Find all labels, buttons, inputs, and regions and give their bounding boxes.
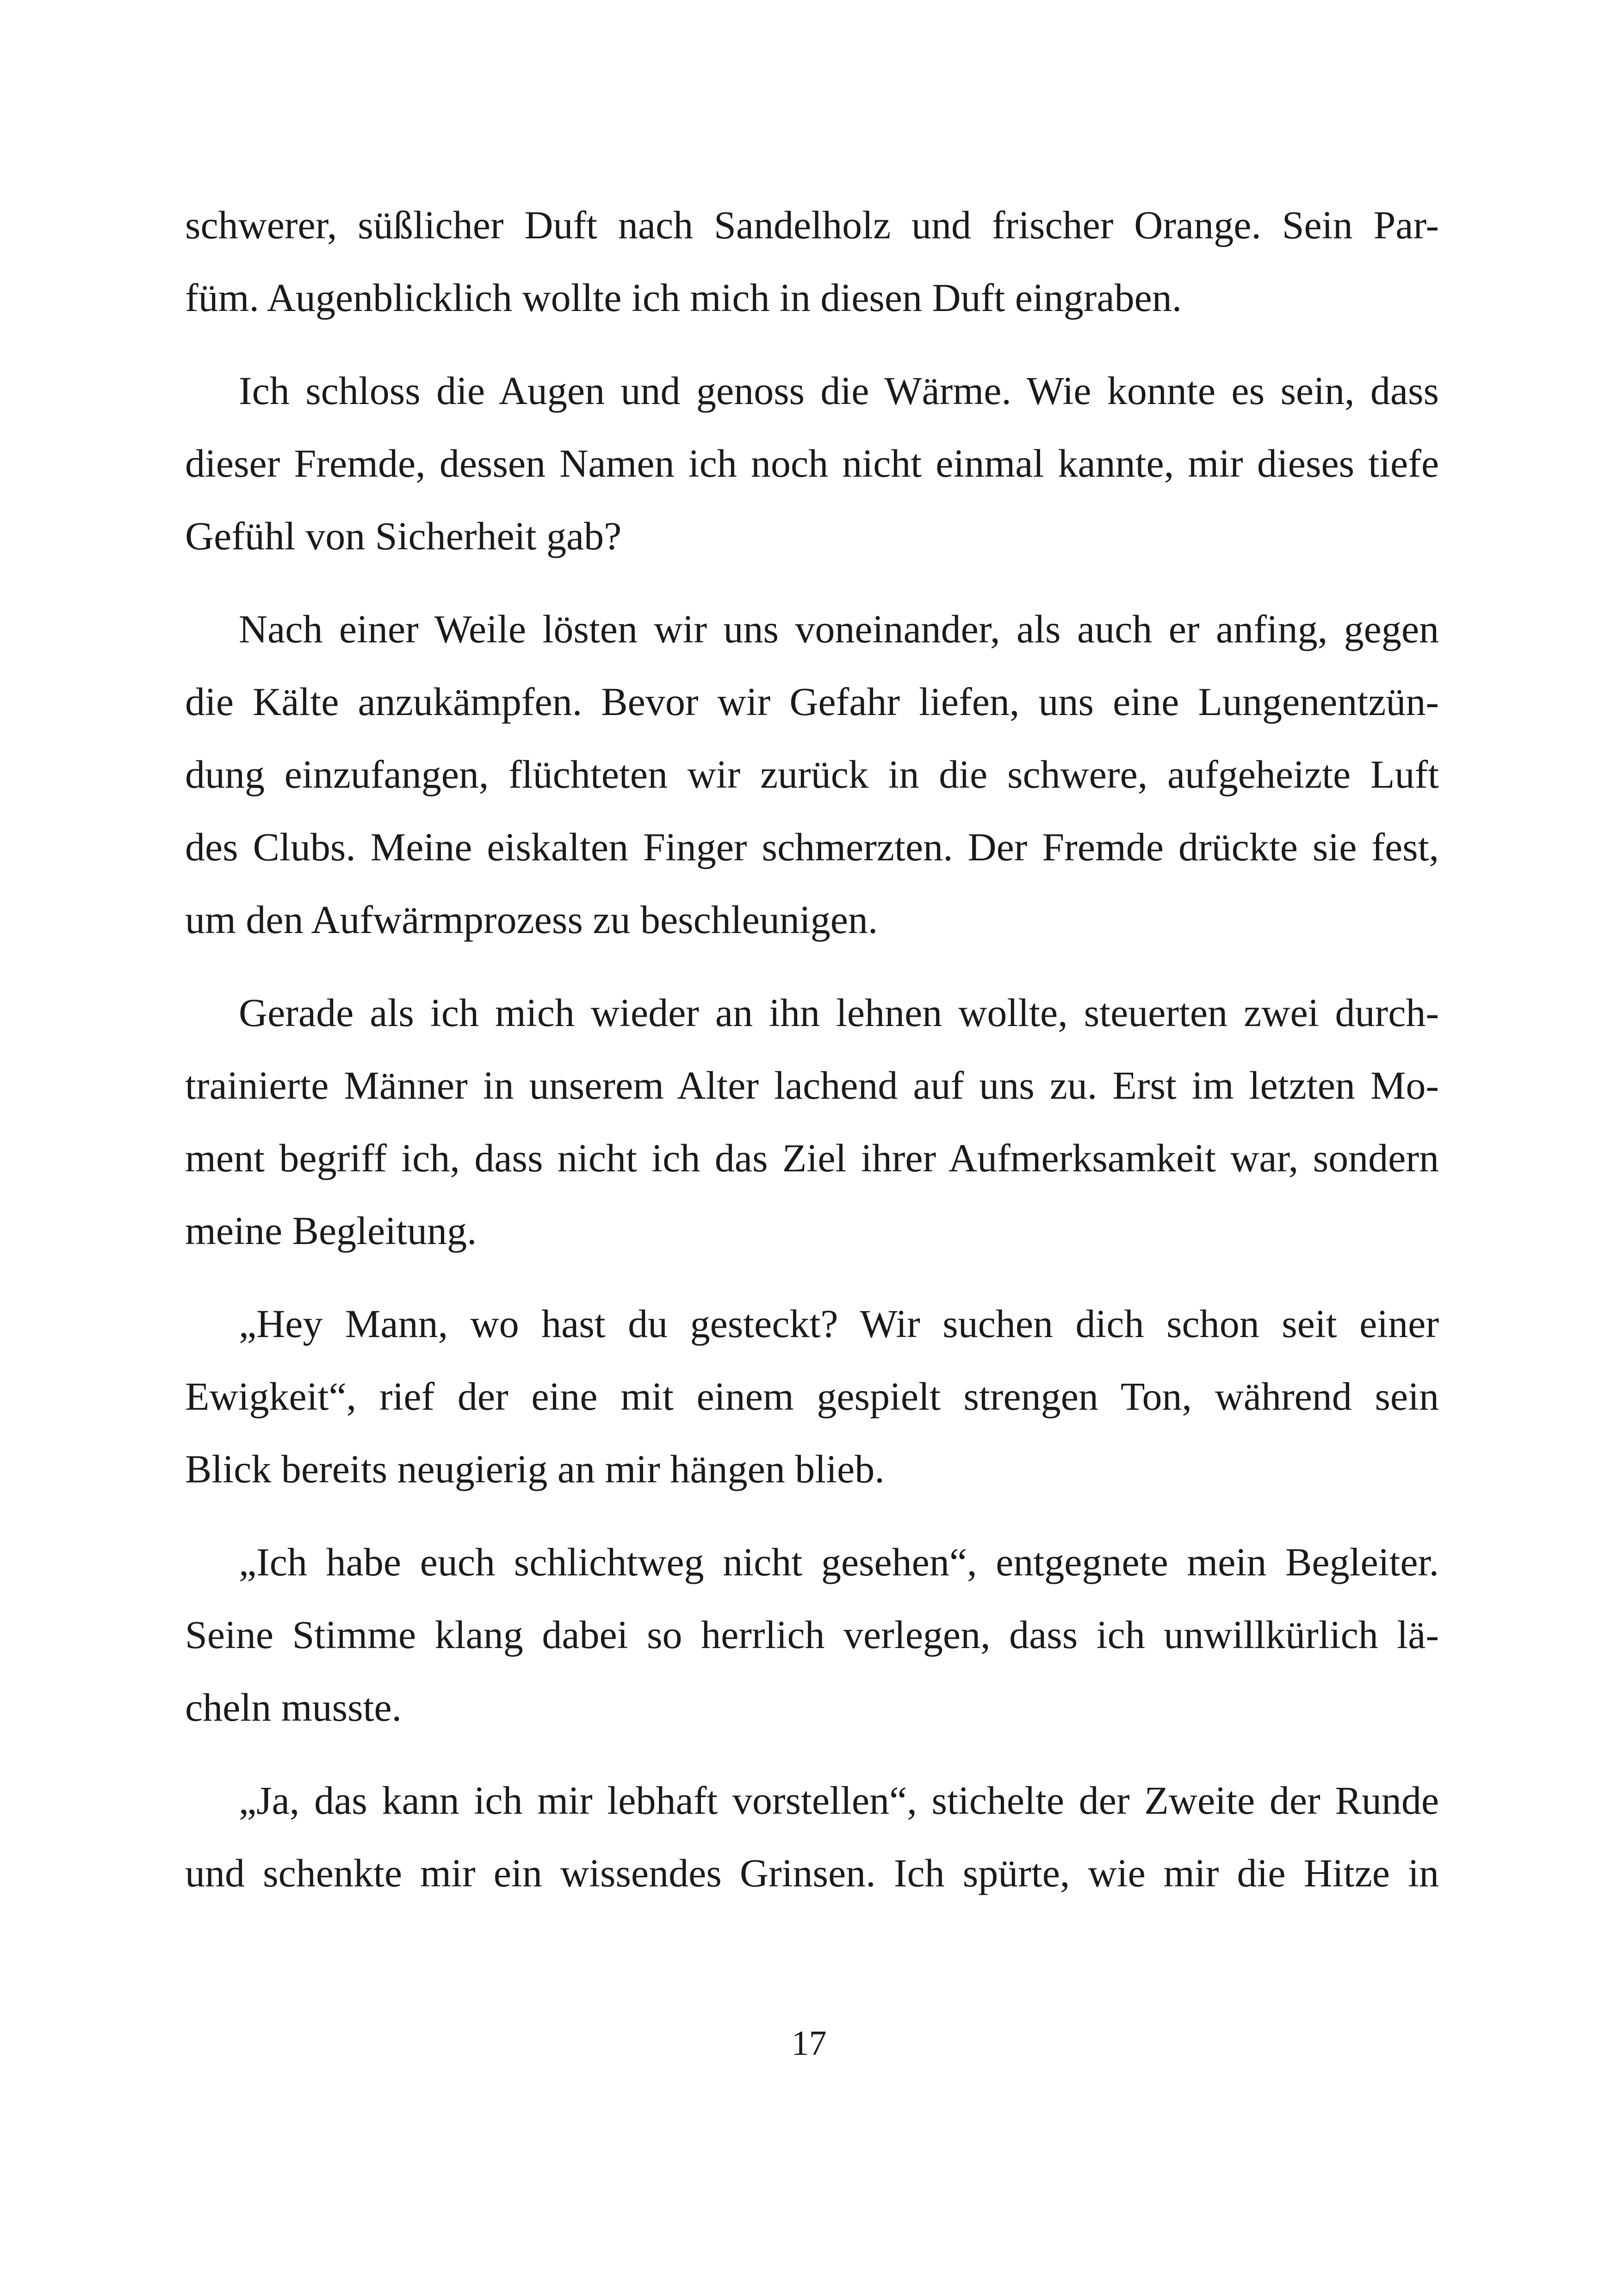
text-line: „Ja, das kann ich mir lebhaft vorstellen“, stichelte der Zweite der Runde (239, 1778, 1439, 1823)
paragraph (185, 977, 1439, 1267)
paragraph (185, 1526, 1439, 1744)
text-line: Blick bereits neugierig an mir hängen blieb. (185, 1447, 885, 1491)
text-line: des Clubs. Meine eiskalten Finger schmerzten. Der Fremde drückte sie fest, (185, 825, 1439, 869)
text-line: Nach einer Weile lösten wir uns voneinander, als auch er anfing, gegen (239, 607, 1439, 651)
text-line: schwerer, süßlicher Duft nach Sandelholz und frischer Orange. Sein Par- (185, 203, 1439, 247)
text-line: dieser Fremde, dessen Namen ich noch nicht einmal kannte, mir dieses tiefe (185, 441, 1439, 485)
text-line: um den Aufwärmprozess zu beschleunigen. (185, 897, 878, 942)
text-line: cheln musste. (185, 1685, 402, 1730)
text-line: trainierte Männer in unserem Alter lachend auf uns zu. Erst im letzten Mo- (185, 1063, 1439, 1108)
body-text (185, 189, 1439, 1930)
text-line: füm. Augenblicklich wollte ich mich in diesen Duft eingraben. (185, 275, 1182, 320)
text-line: Gefühl von Sicherheit gab? (185, 514, 622, 558)
paragraph (185, 1288, 1439, 1506)
text-line: „Hey Mann, wo hast du gesteckt? Wir suchen dich schon seit einer (239, 1301, 1439, 1346)
page-number: 17 (791, 2024, 827, 2063)
text-line: „Ich habe euch schlichtweg nicht gesehen“, entgegnete mein Begleiter. (239, 1540, 1439, 1584)
text-line: Ewigkeit“, rief der eine mit einem gespielt strengen Ton, während sein (185, 1374, 1439, 1419)
text-line: und schenkte mir ein wissendes Grinsen. Ich spürte, wie mir die Hitze in (185, 1851, 1439, 1895)
paragraph (185, 1764, 1439, 1910)
paragraph (185, 355, 1439, 572)
text-line: meine Begleitung. (185, 1208, 477, 1253)
text-line: Gerade als ich mich wieder an ihn lehnen wollte, steuerten zwei durch- (239, 990, 1439, 1035)
text-line: ment begriff ich, dass nicht ich das Ziel ihrer Aufmerksamkeit war, sondern (185, 1136, 1439, 1180)
text-line: die Kälte anzukämpfen. Bevor wir Gefahr liefen, uns eine Lungenentzün- (185, 679, 1439, 724)
paragraph (185, 593, 1439, 956)
text-line: dung einzufangen, flüchteten wir zurück in die schwere, aufgeheizte Luft (185, 752, 1439, 796)
text-line: Seine Stimme klang dabei so herrlich verlegen, dass ich unwillkürlich lä- (185, 1612, 1439, 1657)
text-line: Ich schloss die Augen und genoss die Wärme. Wie konnte es sein, dass (239, 368, 1439, 413)
paragraph (185, 189, 1439, 334)
